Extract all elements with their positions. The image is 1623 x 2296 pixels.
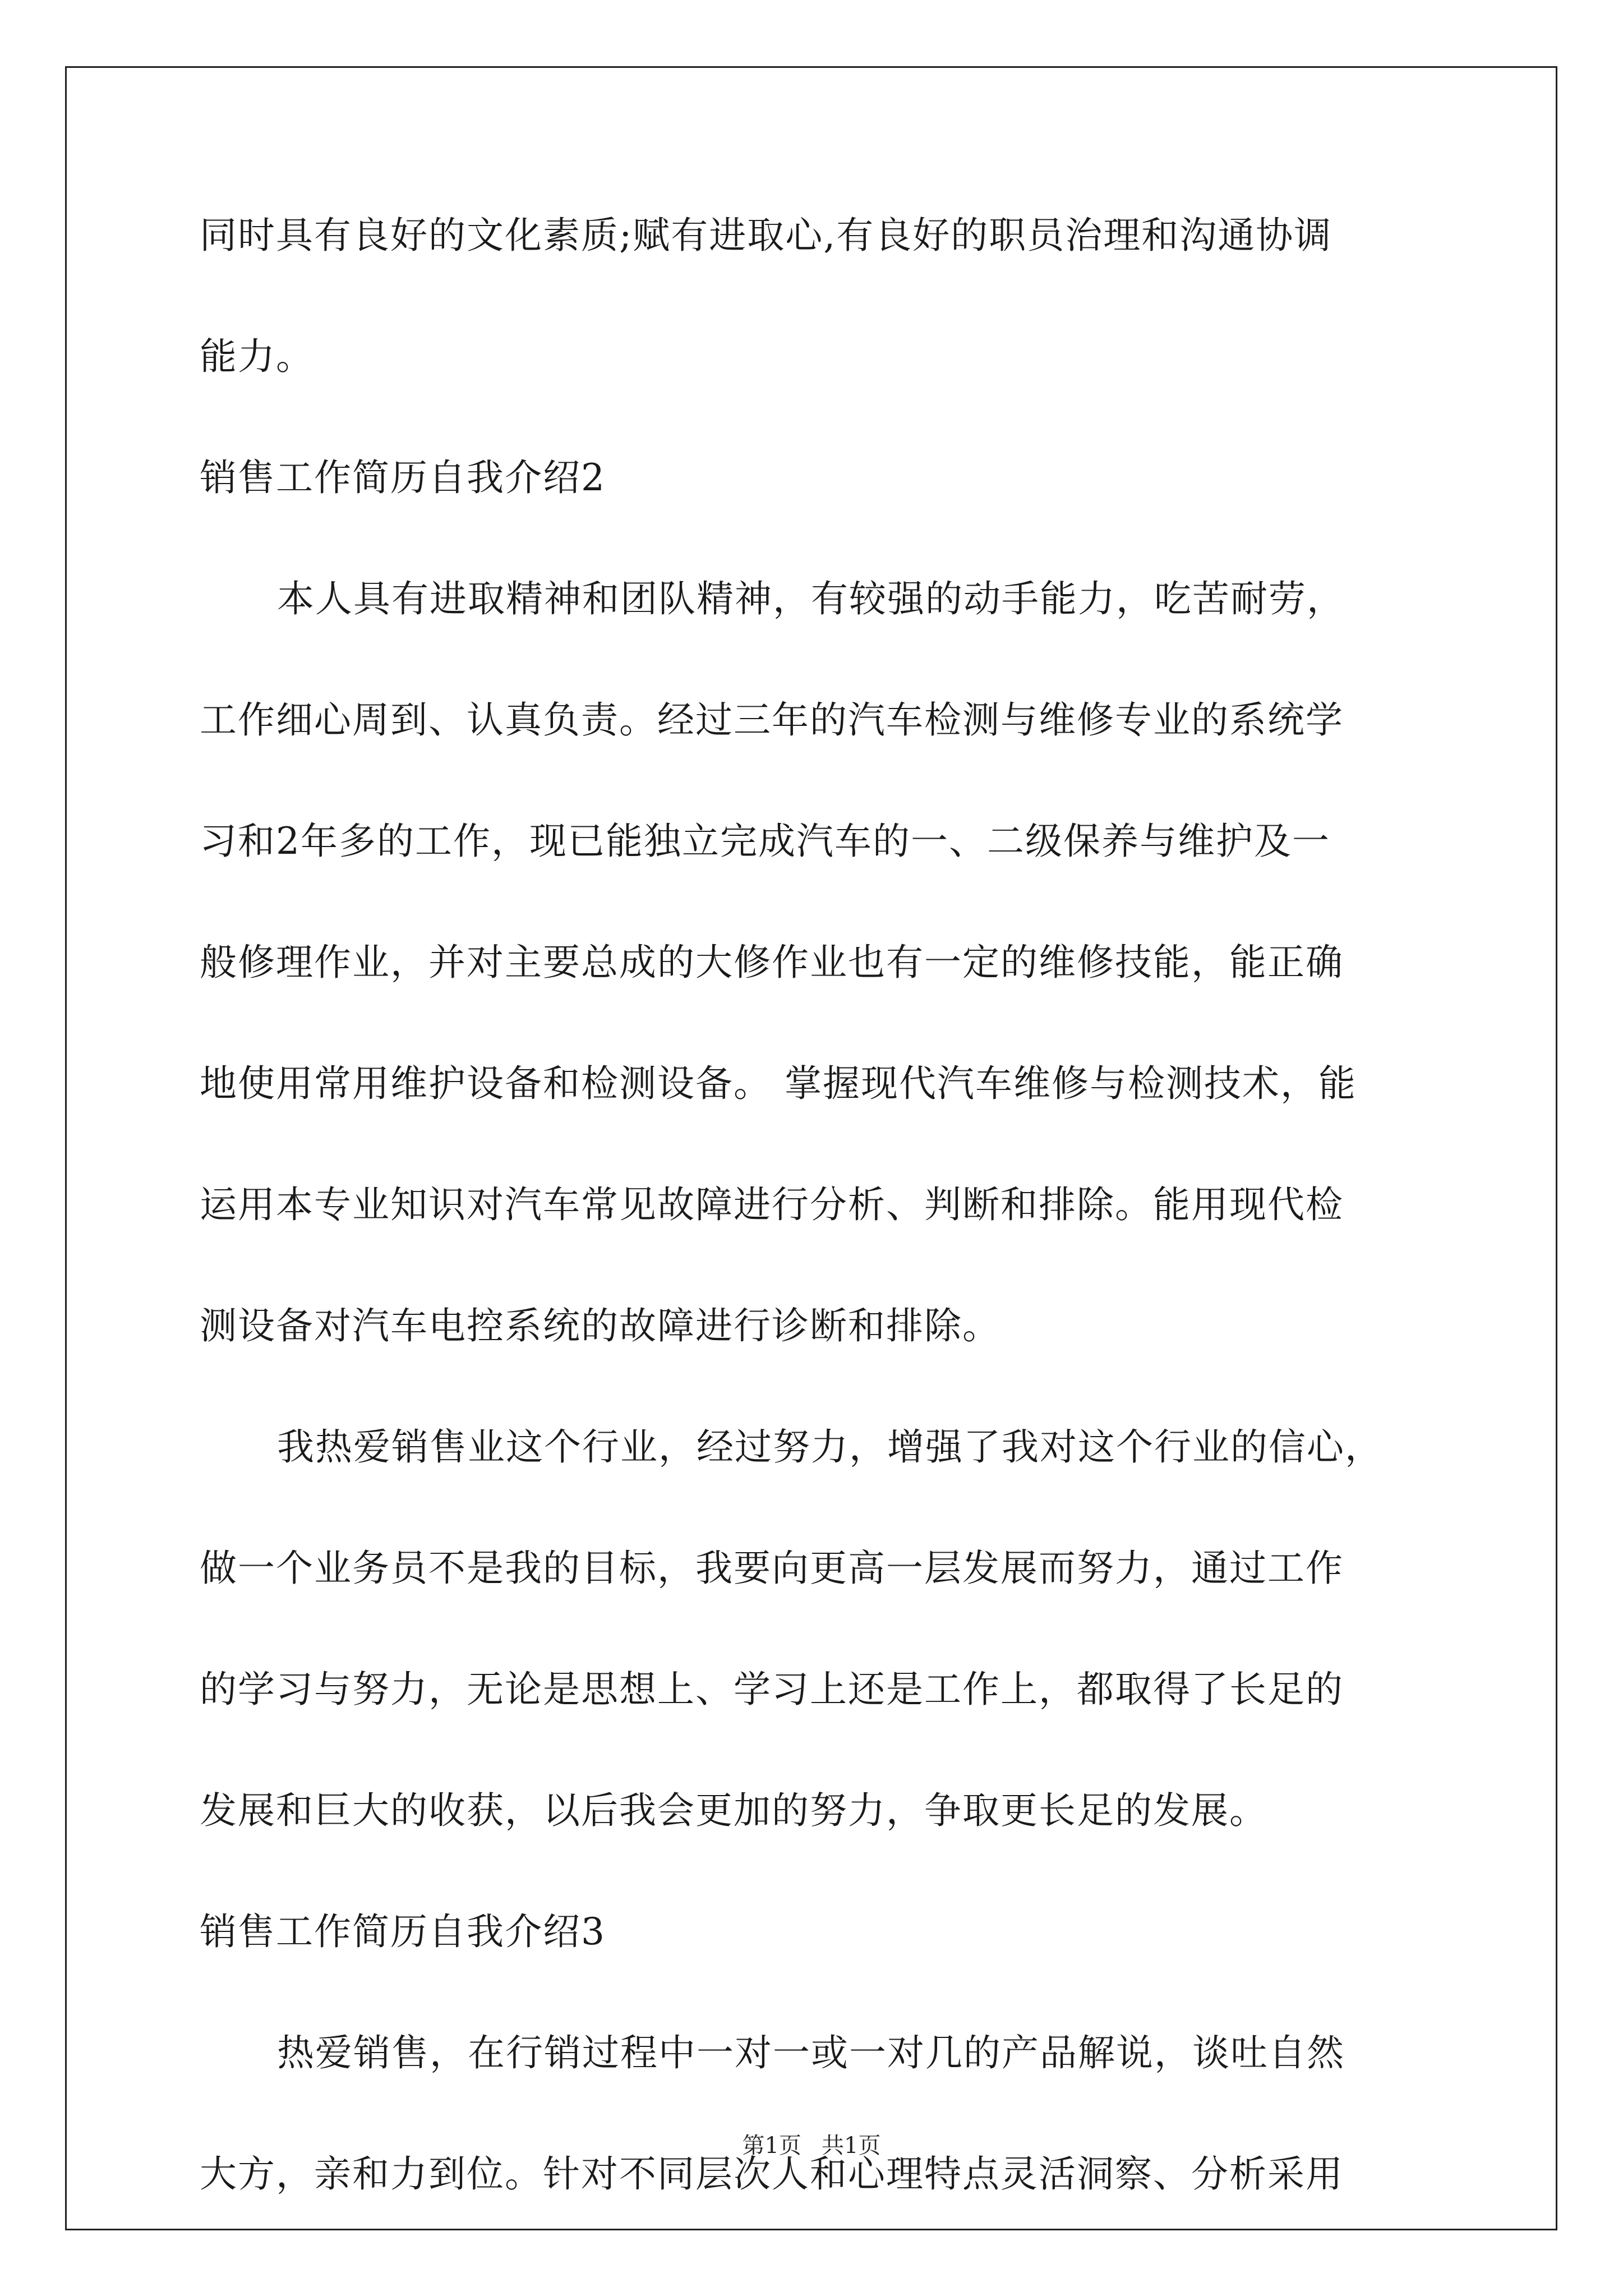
text-line: 般修理作业，并对主要总成的大修作业也有一定的维修技能，能正确 [200,941,1344,984]
text-line: 发展和巨大的收获，以后我会更加的努力，争取更长足的发展。 [200,1789,1267,1832]
text-line: 同时具有良好的文化素质;赋有进取心,有良好的职员治理和沟通协调 [200,214,1332,257]
page-border [65,66,1557,2230]
text-line: 的学习与努力，无论是思想上、学习上还是工作上，都取得了长足的 [200,1668,1344,1711]
text-line: 销售工作简历自我介绍2 [200,456,606,499]
text-line: 测设备对汽车电控系统的故障进行诊断和排除。 [200,1304,1000,1347]
text-line: 运用本专业知识对汽车常见故障进行分析、判断和排除。能用现代检 [200,1183,1344,1226]
text-line: 我热爱销售业这个行业，经过努力，增强了我对这个行业的信心， [277,1425,1383,1469]
text-line: 能力。 [200,335,314,378]
text-line: 习和2年多的工作，现已能独立完成汽车的一、二级保养与维护及一 [200,820,1330,863]
page-number: 第1页 [742,2133,801,2159]
text-line: 地使用常用维护设备和检测设备。 掌握现代汽车维修与检测技术，能 [200,1062,1357,1105]
text-line: 本人具有进取精神和团队精神，有较强的动手能力，吃苦耐劳， [277,577,1345,620]
text-line: 热爱销售，在行销过程中一对一或一对几的产品解说，谈吐自然 [277,2031,1345,2074]
text-line: 做一个业务员不是我的目标，我要向更高一层发展而努力，通过工作 [200,1547,1344,1590]
text-line: 大方，亲和力到位。针对不同层次人和心理特点灵活洞察、分析采用 [200,2152,1344,2196]
text-line: 销售工作简历自我介绍3 [200,1910,606,1953]
page-total: 共1页 [822,2133,881,2159]
text-line: 工作细心周到、认真负责。经过三年的汽车检测与维修专业的系统学 [200,698,1344,742]
page-footer [0,2132,1623,2160]
